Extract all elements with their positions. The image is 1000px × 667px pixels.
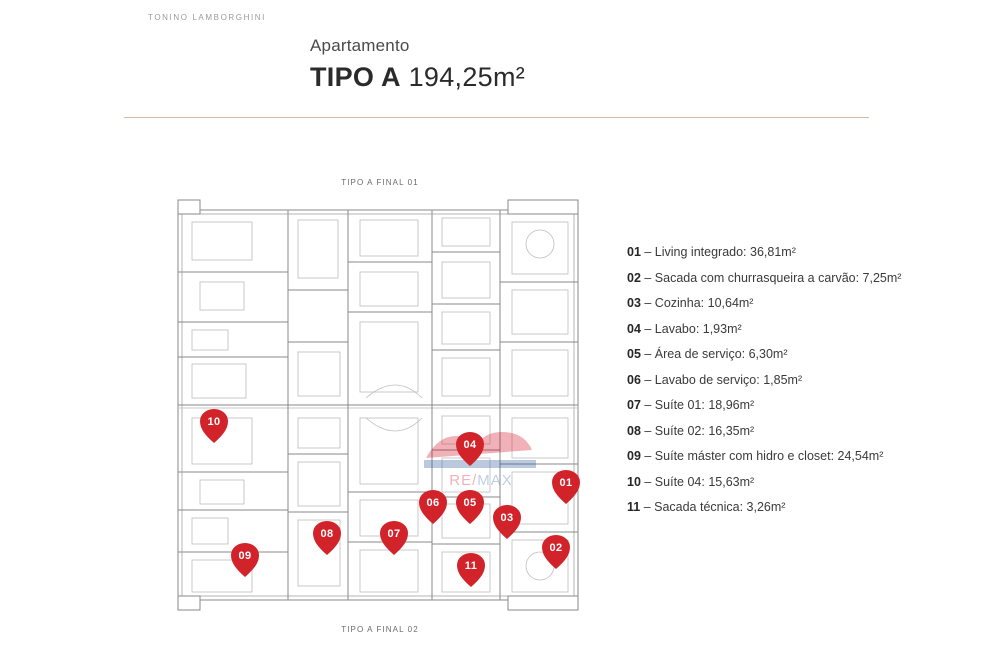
legend-item xyxy=(627,342,927,368)
legend-item xyxy=(627,368,927,394)
legend-item-text: – Cozinha: 10,64m² xyxy=(640,296,754,310)
floor-plan-marker-11[interactable] xyxy=(456,553,486,587)
legend-item-text: – Suíte 01: 18,96m² xyxy=(640,398,755,412)
marker-label: 08 xyxy=(320,528,334,540)
floor-plan-marker-01[interactable] xyxy=(551,470,581,504)
floor-plan-marker-04[interactable] xyxy=(455,432,485,466)
legend-item-number: 01 xyxy=(627,245,641,259)
legend-item-text: – Sacada técnica: 3,26m² xyxy=(640,500,786,514)
brand-name: TONINO LAMBORGHINI xyxy=(148,13,266,22)
marker-label: 11 xyxy=(464,560,478,572)
floor-plan-marker-06[interactable] xyxy=(418,490,448,524)
legend-item-number: 02 xyxy=(627,270,641,285)
marker-label: 04 xyxy=(463,439,477,451)
legend-item-number: 07 xyxy=(627,398,641,412)
legend-item-text: – Living integrado: 36,81m² xyxy=(640,245,796,259)
legend-item xyxy=(627,393,927,419)
legend-item-number: 03 xyxy=(627,296,641,310)
floor-plan-marker-03[interactable] xyxy=(492,505,522,539)
legend-item-number: 11 xyxy=(627,500,641,514)
marker-label: 03 xyxy=(500,512,514,524)
page-title-area: 194,25m² xyxy=(400,62,526,92)
legend-item xyxy=(627,266,927,292)
header-divider xyxy=(124,117,869,118)
legend-item-text: – Suíte 02: 16,35m² xyxy=(640,423,755,438)
legend-item xyxy=(627,419,927,445)
legend-item xyxy=(627,470,927,496)
floor-plan-marker-09[interactable] xyxy=(230,543,260,577)
legend-item-number: 06 xyxy=(627,372,641,387)
marker-label: 09 xyxy=(238,550,252,562)
floor-plan-caption-top: TIPO A FINAL 01 xyxy=(341,178,419,187)
floor-plan-marker-08[interactable] xyxy=(312,521,342,555)
floor-plan-marker-10[interactable] xyxy=(199,409,229,443)
legend-item-number: 08 xyxy=(627,423,641,438)
marker-label: 05 xyxy=(463,497,477,509)
remax-watermark-text: RE/MAX xyxy=(449,472,513,489)
legend-item-text: – Lavabo de serviço: 1,85m² xyxy=(640,372,803,387)
legend-item-text: – Sacada com churrasqueira a carvão: 7,25m² xyxy=(640,270,902,285)
floor-plan-marker-07[interactable] xyxy=(379,521,409,555)
legend-item-text: – Lavabo: 1,93m² xyxy=(640,321,742,336)
marker-label: 02 xyxy=(549,542,563,554)
marker-label: 01 xyxy=(559,477,573,489)
legend-item xyxy=(627,444,927,470)
page-title-type: TIPO A xyxy=(310,62,401,92)
floor-plan-marker-02[interactable] xyxy=(541,535,571,569)
legend-item-number: 05 xyxy=(627,347,641,361)
page-title xyxy=(310,62,525,93)
legend-item-text: – Área de serviço: 6,30m² xyxy=(640,347,788,361)
legend-item xyxy=(627,291,927,317)
legend-list xyxy=(627,240,927,521)
marker-label: 10 xyxy=(207,416,221,428)
floor-plan-marker-05[interactable] xyxy=(455,490,485,524)
page-subtitle: Apartamento xyxy=(310,36,410,55)
legend-item-number: 04 xyxy=(627,321,641,336)
legend-item xyxy=(627,495,927,521)
marker-label: 07 xyxy=(387,528,401,540)
legend-item xyxy=(627,317,927,343)
legend-item-number: 09 xyxy=(627,449,641,463)
floor-plan-caption-bottom: TIPO A FINAL 02 xyxy=(341,625,419,634)
legend-item-number: 10 xyxy=(627,474,641,489)
legend-item-text: – Suíte 04: 15,63m² xyxy=(640,474,755,489)
marker-label: 06 xyxy=(426,497,440,509)
legend-item xyxy=(627,240,927,266)
legend-item-text: – Suíte máster com hidro e closet: 24,54m² xyxy=(640,449,884,463)
